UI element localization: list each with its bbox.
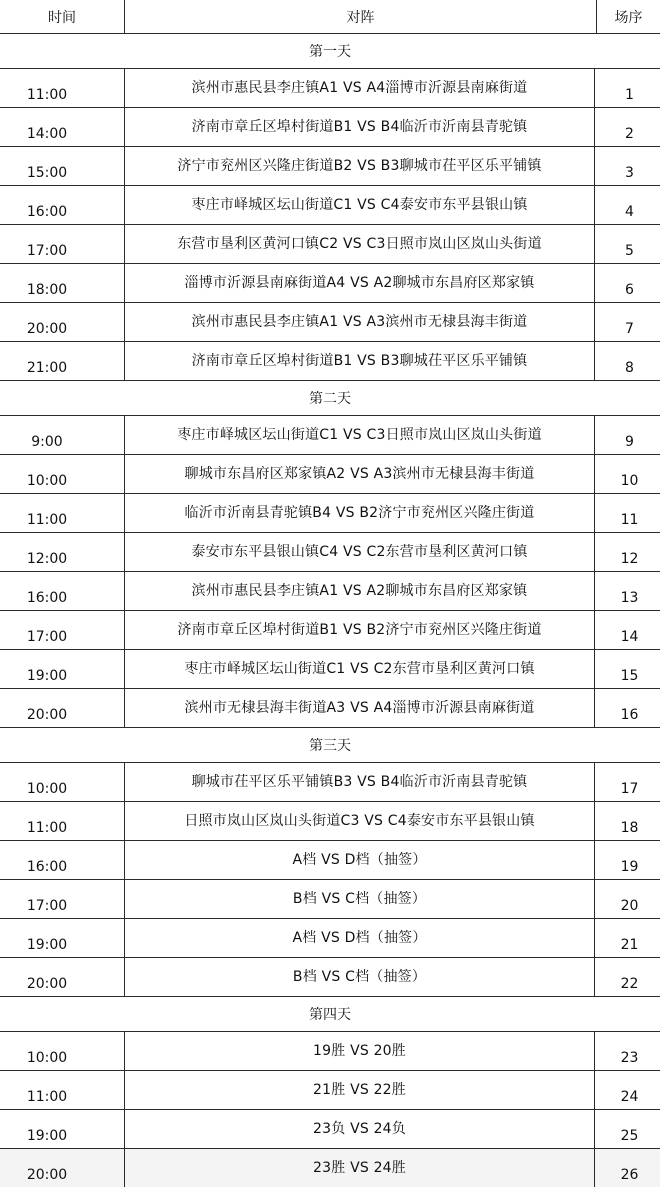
match-time: 17:00 bbox=[26, 629, 68, 645]
match-time: 16:00 bbox=[26, 590, 68, 606]
match-order: 24 bbox=[620, 1089, 639, 1105]
table-row bbox=[0, 342, 660, 381]
match-pairing: 临沂市沂南县青驼镇B4 VS B2济宁市兖州区兴隆庄街道 bbox=[124, 494, 595, 532]
match-order: 21 bbox=[620, 937, 639, 953]
match-order: 25 bbox=[620, 1128, 639, 1144]
match-pairing: 滨州市惠民县李庄镇A1 VS A3滨州市无棣县海丰街道 bbox=[124, 303, 595, 341]
match-pairing: 滨州市惠民县李庄镇A1 VS A4淄博市沂源县南麻街道 bbox=[124, 69, 595, 107]
table-row bbox=[0, 919, 660, 958]
day-heading: 第三天 bbox=[0, 728, 660, 763]
days-container bbox=[0, 34, 660, 1187]
table-row bbox=[0, 147, 660, 186]
match-order: 4 bbox=[625, 204, 634, 220]
header-time: 时间 bbox=[48, 9, 76, 26]
table-row bbox=[0, 689, 660, 728]
match-order: 1 bbox=[625, 87, 634, 103]
table-row bbox=[0, 1071, 660, 1110]
table-row bbox=[0, 763, 660, 802]
match-time: 19:00 bbox=[26, 1128, 68, 1144]
match-time: 17:00 bbox=[26, 898, 68, 914]
table-row bbox=[0, 650, 660, 689]
match-order: 3 bbox=[625, 165, 634, 181]
match-pairing: 枣庄市峄城区坛山街道C1 VS C3日照市岚山区岚山头街道 bbox=[124, 416, 595, 454]
match-pairing: 济南市章丘区埠村街道B1 VS B4临沂市沂南县青驼镇 bbox=[124, 108, 595, 146]
match-pairing: 聊城市东昌府区郑家镇A2 VS A3滨州市无棣县海丰街道 bbox=[124, 455, 595, 493]
match-time: 17:00 bbox=[26, 243, 68, 259]
match-time: 20:00 bbox=[26, 976, 68, 992]
match-time: 20:00 bbox=[26, 321, 68, 337]
table-row bbox=[0, 802, 660, 841]
match-pairing: 滨州市惠民县李庄镇A1 VS A2聊城市东昌府区郑家镇 bbox=[124, 572, 595, 610]
match-pairing: 日照市岚山区岚山头街道C3 VS C4泰安市东平县银山镇 bbox=[124, 802, 595, 840]
match-order: 11 bbox=[620, 512, 639, 528]
match-order: 14 bbox=[620, 629, 639, 645]
table-row bbox=[0, 69, 660, 108]
match-order: 10 bbox=[620, 473, 639, 489]
match-order: 13 bbox=[620, 590, 639, 606]
match-pairing: B档 VS C档（抽签） bbox=[124, 880, 595, 918]
match-time: 9:00 bbox=[31, 434, 63, 450]
match-pairing: 聊城市茌平区乐平铺镇B3 VS B4临沂市沂南县青驼镇 bbox=[124, 763, 595, 801]
table-row bbox=[0, 225, 660, 264]
match-pairing: 23胜 VS 24胜 bbox=[124, 1149, 595, 1187]
match-pairing: 济南市章丘区埠村街道B1 VS B2济宁市兖州区兴隆庄街道 bbox=[124, 611, 595, 649]
match-pairing: 泰安市东平县银山镇C4 VS C2东营市垦利区黄河口镇 bbox=[124, 533, 595, 571]
match-order: 9 bbox=[625, 434, 634, 450]
match-time: 20:00 bbox=[26, 1167, 68, 1183]
table-row bbox=[0, 416, 660, 455]
match-order: 19 bbox=[620, 859, 639, 875]
day-heading: 第四天 bbox=[0, 997, 660, 1032]
match-time: 10:00 bbox=[26, 473, 68, 489]
match-pairing: 21胜 VS 22胜 bbox=[124, 1071, 595, 1109]
table-row bbox=[0, 1032, 660, 1071]
match-pairing: 济宁市兖州区兴隆庄街道B2 VS B3聊城市茌平区乐平铺镇 bbox=[124, 147, 595, 185]
match-time: 21:00 bbox=[26, 360, 68, 376]
header-match: 对阵 bbox=[124, 0, 597, 33]
match-time: 10:00 bbox=[26, 1050, 68, 1066]
match-order: 20 bbox=[620, 898, 639, 914]
match-pairing: 19胜 VS 20胜 bbox=[124, 1032, 595, 1070]
match-time: 18:00 bbox=[26, 282, 68, 298]
match-time: 16:00 bbox=[26, 859, 68, 875]
table-row bbox=[0, 1149, 660, 1187]
match-order: 23 bbox=[620, 1050, 639, 1066]
table-row bbox=[0, 880, 660, 919]
match-time: 11:00 bbox=[26, 87, 68, 103]
match-pairing: 枣庄市峄城区坛山街道C1 VS C4泰安市东平县银山镇 bbox=[124, 186, 595, 224]
table-header bbox=[0, 0, 660, 34]
match-order: 8 bbox=[625, 360, 634, 376]
match-pairing: 东营市垦利区黄河口镇C2 VS C3日照市岚山区岚山头街道 bbox=[124, 225, 595, 263]
match-pairing: A档 VS D档（抽签） bbox=[124, 841, 595, 879]
match-time: 15:00 bbox=[26, 165, 68, 181]
table-row bbox=[0, 455, 660, 494]
match-time: 16:00 bbox=[26, 204, 68, 220]
match-order: 22 bbox=[620, 976, 639, 992]
day-heading: 第二天 bbox=[0, 381, 660, 416]
table-row bbox=[0, 572, 660, 611]
match-order: 2 bbox=[625, 126, 634, 142]
match-time: 11:00 bbox=[26, 1089, 68, 1105]
match-time: 19:00 bbox=[26, 937, 68, 953]
table-row bbox=[0, 108, 660, 147]
day-heading: 第一天 bbox=[0, 34, 660, 69]
table-row bbox=[0, 1110, 660, 1149]
header-order: 场序 bbox=[614, 9, 643, 26]
table-row bbox=[0, 264, 660, 303]
match-order: 15 bbox=[620, 668, 639, 684]
match-order: 17 bbox=[620, 781, 639, 797]
match-pairing: A档 VS D档（抽签） bbox=[124, 919, 595, 957]
match-order: 26 bbox=[620, 1167, 639, 1183]
match-order: 6 bbox=[625, 282, 634, 298]
match-pairing: 23负 VS 24负 bbox=[124, 1110, 595, 1148]
match-order: 16 bbox=[620, 707, 639, 723]
match-order: 7 bbox=[625, 321, 634, 337]
match-order: 18 bbox=[620, 820, 639, 836]
match-time: 11:00 bbox=[26, 820, 68, 836]
table-row bbox=[0, 494, 660, 533]
match-pairing: 枣庄市峄城区坛山街道C1 VS C2东营市垦利区黄河口镇 bbox=[124, 650, 595, 688]
match-order: 5 bbox=[625, 243, 634, 259]
match-order: 12 bbox=[620, 551, 639, 567]
table-row bbox=[0, 958, 660, 997]
match-pairing: 淄博市沂源县南麻街道A4 VS A2聊城市东昌府区郑家镇 bbox=[124, 264, 595, 302]
match-pairing: B档 VS C档（抽签） bbox=[124, 958, 595, 996]
table-row bbox=[0, 841, 660, 880]
table-row bbox=[0, 186, 660, 225]
match-pairing: 滨州市无棣县海丰街道A3 VS A4淄博市沂源县南麻街道 bbox=[124, 689, 595, 727]
match-time: 11:00 bbox=[26, 512, 68, 528]
match-pairing: 济南市章丘区埠村街道B1 VS B3聊城茌平区乐平铺镇 bbox=[124, 342, 595, 380]
match-time: 20:00 bbox=[26, 707, 68, 723]
match-time: 19:00 bbox=[26, 668, 68, 684]
match-time: 10:00 bbox=[26, 781, 68, 797]
table-row bbox=[0, 611, 660, 650]
table-row bbox=[0, 303, 660, 342]
match-time: 14:00 bbox=[26, 126, 68, 142]
match-time: 12:00 bbox=[26, 551, 68, 567]
table-row bbox=[0, 533, 660, 572]
